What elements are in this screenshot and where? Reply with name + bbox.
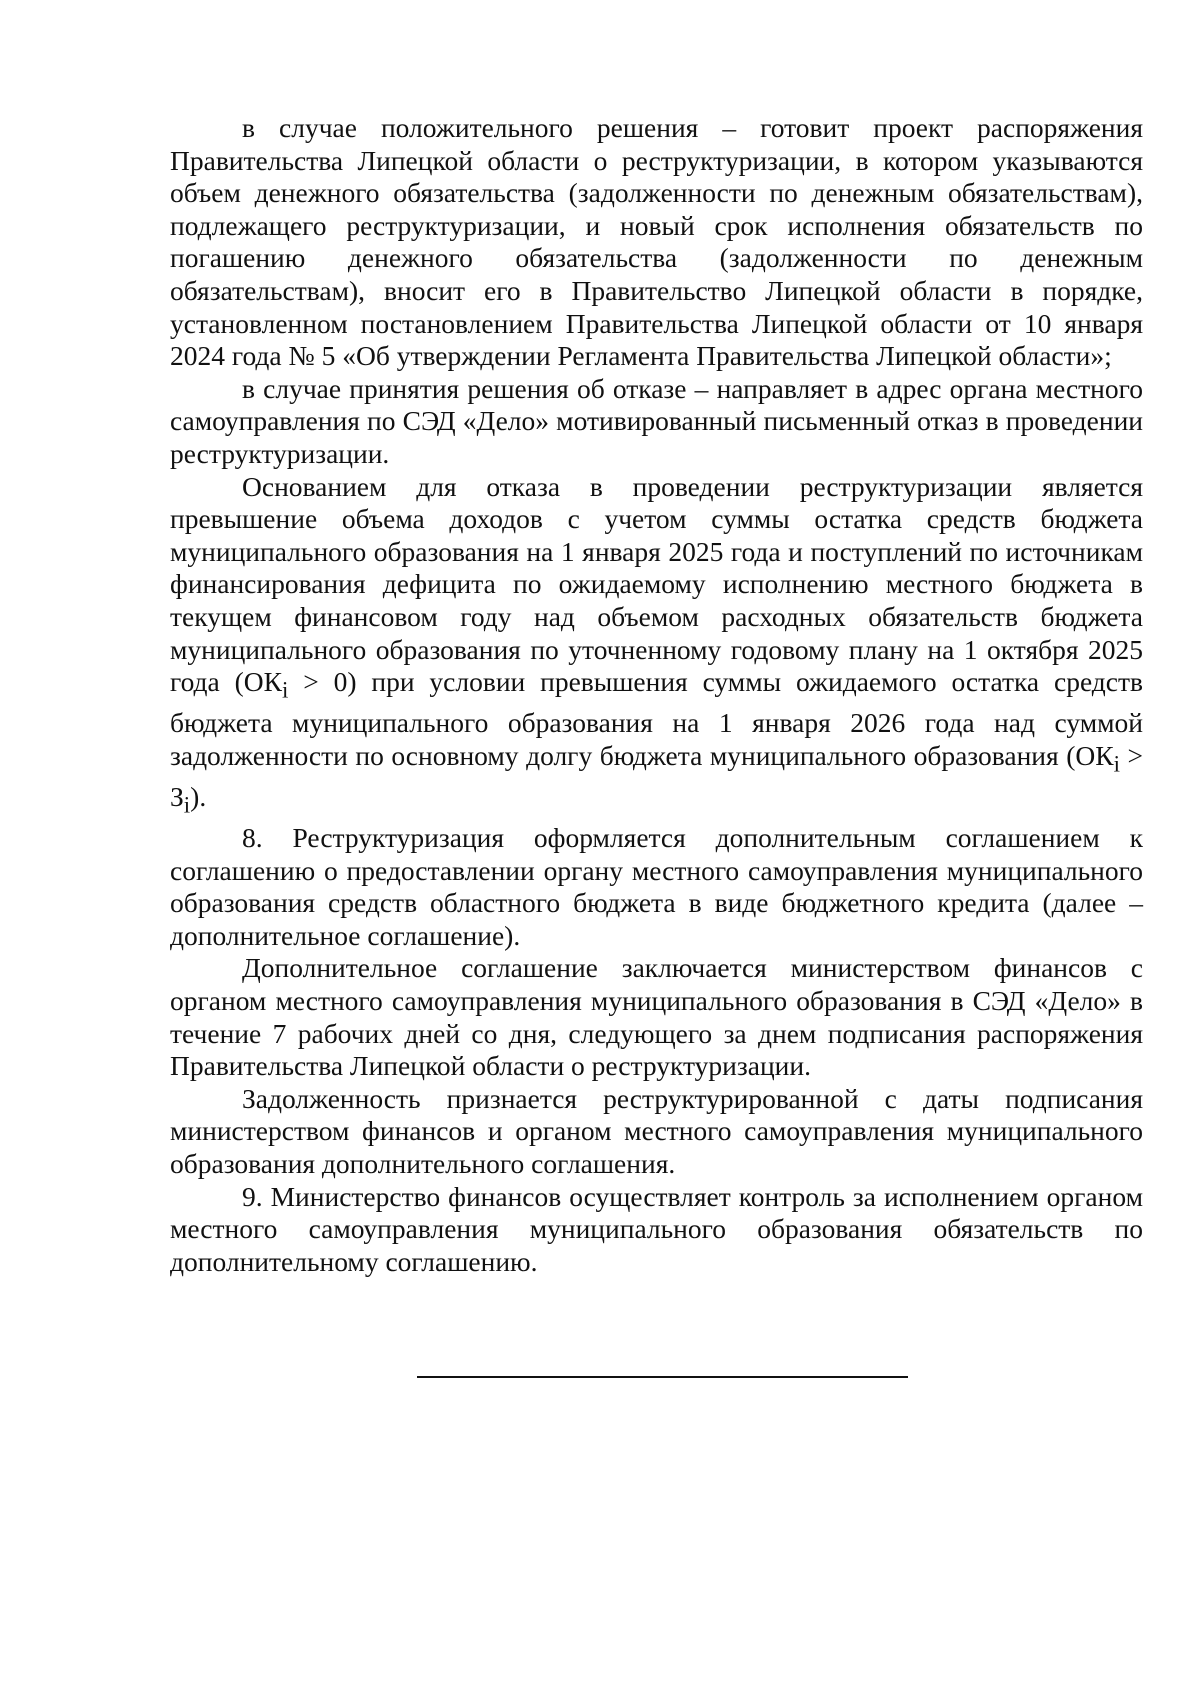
document-body <box>170 112 1143 1278</box>
paragraph-item-8: 8. Реструктуризация оформляется дополнительным соглашением к соглашению о предоставлении органу местного самоуправления муниципального образования средств областного бюджета в виде бюджетного кредита (далее – дополнительное соглашение). <box>170 821 1143 951</box>
paragraph-debt-restructured: Задолженность признается реструктурированной с даты подписания министерством финансов и органом местного самоуправления муниципального образования дополнительного соглашения. <box>170 1082 1143 1179</box>
subscript-i: i <box>183 792 191 818</box>
paragraph-additional-agreement: Дополнительное соглашение заключается министерством финансов с органом местного самоуправления муниципального образования в СЭД «Дело» в течение 7 рабочих дней со дня, следующего за днем подписания распоряжения Правительства Липецкой области о реструктуризации. <box>170 952 1143 1082</box>
subscript-i: i <box>281 677 289 703</box>
paragraph-item-9: 9. Министерство финансов осуществляет контроль за исполнением органом местного самоуправления муниципального образования обязательств по дополнительному соглашению. <box>170 1180 1143 1277</box>
closing-separator-line <box>417 1376 908 1378</box>
paragraph-refusal-grounds <box>170 471 1143 822</box>
refusal-grounds-text-1: Основанием для отказа в проведении реструктуризации является превышение объема доходов с учетом суммы остатка средств бюджета муниципального образования на 1 января 2025 года и поступлений по источникам финансирования дефицита по ожидаемому исполнению местного бюджета в текущем финансовом году над объемом расходных обязательств бюджета муниципального образования по уточненному годовому плану на 1 октября 2025 года (ОК <box>170 470 1143 698</box>
refusal-grounds-text-3: > З <box>170 739 1143 812</box>
subscript-i: i <box>1113 751 1120 777</box>
paragraph-positive-decision: в случае положительного решения – готовит проект распоряжения Правительства Липецкой области о реструктуризации, в котором указываются объем денежного обязательства (задолженности по денежным обязательствам), подлежащего реструктуризации, и новый срок исполнения обязательств по погашению денежного обязательства (задолженности по денежным обязательствам), вносит его в Правительство Липецкой области в порядке, установленном постановлением Правительства Липецкой области от 10 января 2024 года № 5 «Об утверждении Регламента Правительства Липецкой области»; <box>170 112 1143 372</box>
refusal-grounds-text-2: > 0) при условии превышения суммы ожидаемого остатка средств бюджета муниципального образования на 1 января 2026 года над суммой задолженности по основному долгу бюджета муниципального образования (ОК <box>170 666 1144 771</box>
paragraph-refusal-decision: в случае принятия решения об отказе – направляет в адрес органа местного самоуправления по СЭД «Дело» мотивированный письменный отказ в проведении реструктуризации. <box>170 372 1143 469</box>
refusal-grounds-text-4: ). <box>190 780 207 812</box>
